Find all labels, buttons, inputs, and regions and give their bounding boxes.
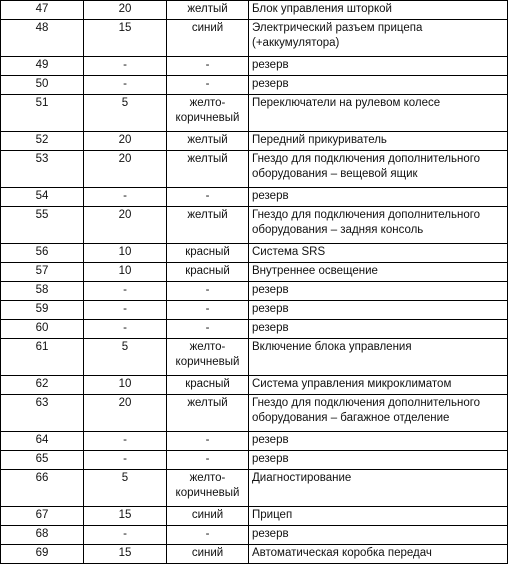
fuse-number-cell: 68 (1, 526, 84, 545)
fuse-description-cell: Электрический разъем прицепа (+аккумулятора) (249, 20, 508, 57)
fuse-number-cell: 55 (1, 207, 84, 244)
fuse-number-cell: 59 (1, 301, 84, 320)
fuse-ampere-cell: 20 (84, 151, 167, 188)
fuse-color-cell: желтый (167, 395, 249, 432)
table-row (1, 132, 508, 151)
fuse-color-cell: - (167, 76, 249, 95)
fuse-number-cell: 47 (1, 1, 84, 20)
fuse-color-cell: синий (167, 545, 249, 564)
fuse-color-cell: красный (167, 376, 249, 395)
fuse-number-cell: 52 (1, 132, 84, 151)
fuse-ampere-cell: 5 (84, 339, 167, 376)
fuse-ampere-cell: 10 (84, 263, 167, 282)
table-row (1, 320, 508, 339)
fuse-ampere-cell: 15 (84, 507, 167, 526)
fuse-description-cell: Гнездо для подключения дополнительного оборудования – багажное отделение (249, 395, 508, 432)
fuse-color-cell: - (167, 320, 249, 339)
table-row (1, 395, 508, 432)
fuse-ampere-cell: 20 (84, 395, 167, 432)
fuse-ampere-cell: 20 (84, 207, 167, 244)
fuse-color-cell: синий (167, 20, 249, 57)
table-row (1, 451, 508, 470)
table-row (1, 95, 508, 132)
table-row (1, 1, 508, 20)
fuse-ampere-cell: 20 (84, 1, 167, 20)
fuse-description-cell: резерв (249, 301, 508, 320)
fuse-color-cell: желто-коричневый (167, 95, 249, 132)
table-row (1, 545, 508, 564)
table-row (1, 263, 508, 282)
fuse-color-cell: желтый (167, 132, 249, 151)
fuse-ampere-cell: 20 (84, 132, 167, 151)
table-row (1, 432, 508, 451)
fuse-color-cell: желтый (167, 151, 249, 188)
fuse-description-cell: Прицеп (249, 507, 508, 526)
fuse-number-cell: 69 (1, 545, 84, 564)
fuse-color-cell: желтый (167, 1, 249, 20)
fuse-color-cell: желто-коричневый (167, 339, 249, 376)
fuse-description-cell: Система управления микроклиматом (249, 376, 508, 395)
fuse-ampere-cell: - (84, 282, 167, 301)
fuse-description-cell: Передний прикуриватель (249, 132, 508, 151)
fuse-ampere-cell: 15 (84, 545, 167, 564)
fuse-description-cell: Внутреннее освещение (249, 263, 508, 282)
fuse-table-body (1, 1, 508, 564)
table-row (1, 188, 508, 207)
table-row (1, 339, 508, 376)
fuse-ampere-cell: - (84, 57, 167, 76)
table-row (1, 526, 508, 545)
table-row (1, 151, 508, 188)
fuse-description-cell: резерв (249, 451, 508, 470)
fuse-ampere-cell: - (84, 432, 167, 451)
fuse-number-cell: 60 (1, 320, 84, 339)
fuse-description-cell: резерв (249, 57, 508, 76)
fuse-number-cell: 65 (1, 451, 84, 470)
fuse-number-cell: 49 (1, 57, 84, 76)
fuse-color-cell: желто-коричневый (167, 470, 249, 507)
table-row (1, 57, 508, 76)
fuse-description-cell: резерв (249, 432, 508, 451)
fuse-color-cell: - (167, 57, 249, 76)
fuse-number-cell: 64 (1, 432, 84, 451)
fuse-description-cell: Система SRS (249, 244, 508, 263)
fuse-ampere-cell: 5 (84, 470, 167, 507)
fuse-ampere-cell: - (84, 451, 167, 470)
table-row (1, 376, 508, 395)
fuse-description-cell: Гнездо для подключения дополнительного оборудования – задняя консоль (249, 207, 508, 244)
table-row (1, 470, 508, 507)
table-row (1, 282, 508, 301)
fuse-ampere-cell: 15 (84, 20, 167, 57)
fuse-description-cell: Автоматическая коробка передач (249, 545, 508, 564)
fuse-ampere-cell: 10 (84, 376, 167, 395)
fuse-description-cell: резерв (249, 526, 508, 545)
fuse-ampere-cell: - (84, 188, 167, 207)
fuse-number-cell: 67 (1, 507, 84, 526)
fuse-number-cell: 66 (1, 470, 84, 507)
table-row (1, 301, 508, 320)
fuse-number-cell: 61 (1, 339, 84, 376)
fuse-number-cell: 48 (1, 20, 84, 57)
table-row (1, 20, 508, 57)
fuse-ampere-cell: 10 (84, 244, 167, 263)
fuse-description-cell: резерв (249, 320, 508, 339)
fuse-description-cell: Переключатели на рулевом колесе (249, 95, 508, 132)
fuse-number-cell: 63 (1, 395, 84, 432)
fuse-number-cell: 51 (1, 95, 84, 132)
fuse-color-cell: - (167, 301, 249, 320)
fuse-number-cell: 54 (1, 188, 84, 207)
fuse-description-cell: Диагностирование (249, 470, 508, 507)
fuse-ampere-cell: - (84, 76, 167, 95)
fuse-color-cell: - (167, 526, 249, 545)
fuse-description-cell: резерв (249, 188, 508, 207)
fuse-color-cell: - (167, 282, 249, 301)
table-row (1, 207, 508, 244)
fuse-number-cell: 50 (1, 76, 84, 95)
fuse-number-cell: 58 (1, 282, 84, 301)
fuse-description-cell: Гнездо для подключения дополнительного оборудования – вещевой ящик (249, 151, 508, 188)
fuse-description-cell: Включение блока управления (249, 339, 508, 376)
fuse-number-cell: 56 (1, 244, 84, 263)
fuse-ampere-cell: 5 (84, 95, 167, 132)
fuse-ampere-cell: - (84, 526, 167, 545)
fuse-ampere-cell: - (84, 320, 167, 339)
fuse-color-cell: синий (167, 507, 249, 526)
fuse-number-cell: 53 (1, 151, 84, 188)
table-row (1, 507, 508, 526)
fuse-color-cell: - (167, 188, 249, 207)
table-row (1, 244, 508, 263)
fuse-description-cell: резерв (249, 76, 508, 95)
fuse-color-cell: - (167, 451, 249, 470)
fuse-description-cell: Блок управления шторкой (249, 1, 508, 20)
fuse-description-cell: резерв (249, 282, 508, 301)
fuse-color-cell: - (167, 432, 249, 451)
fuse-number-cell: 62 (1, 376, 84, 395)
table-row (1, 76, 508, 95)
fuse-number-cell: 57 (1, 263, 84, 282)
fuse-color-cell: желтый (167, 207, 249, 244)
fuse-color-cell: красный (167, 244, 249, 263)
fuse-ampere-cell: - (84, 301, 167, 320)
fuse-color-cell: красный (167, 263, 249, 282)
